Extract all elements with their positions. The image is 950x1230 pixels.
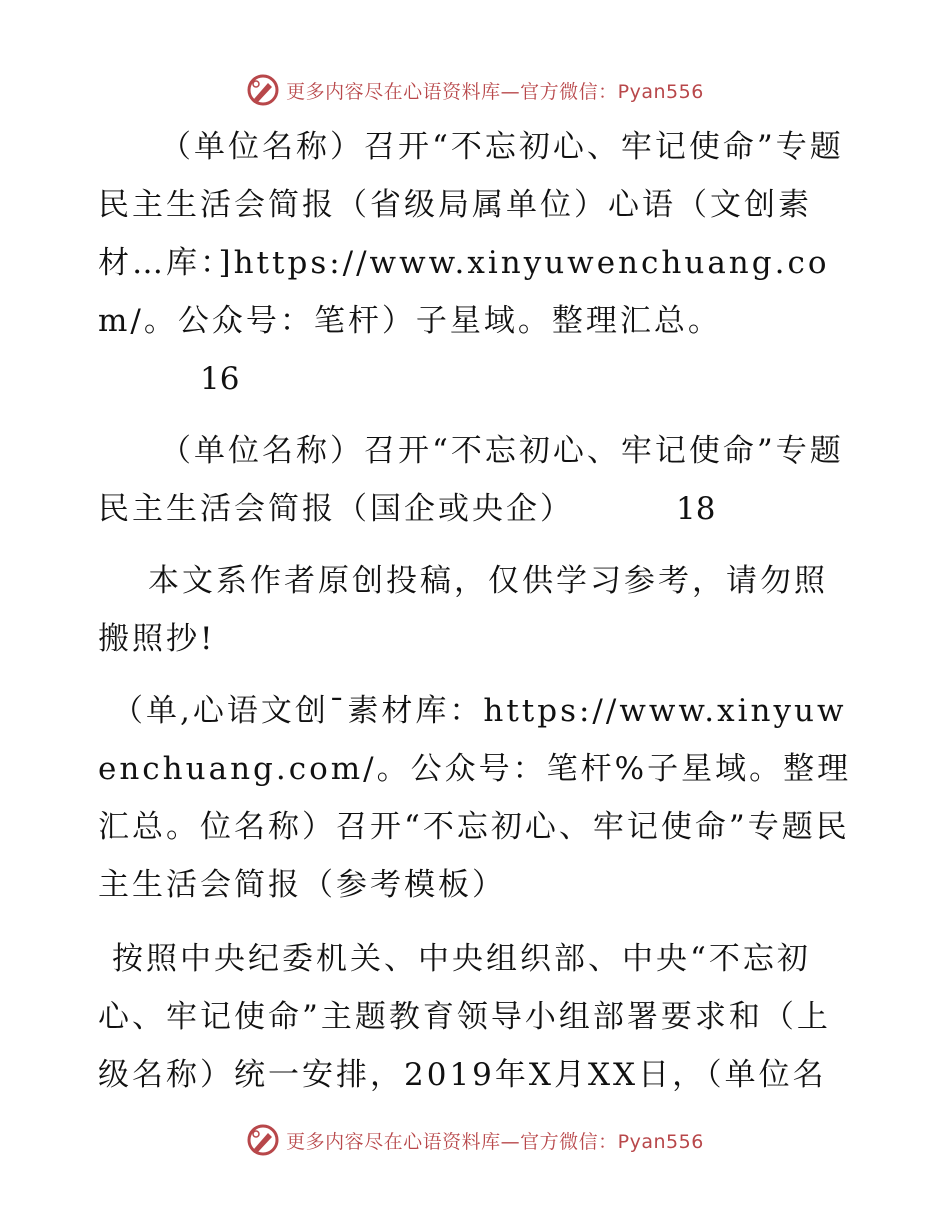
header-watermark	[0, 70, 950, 110]
document-body	[98, 118, 858, 1104]
toc-page-number: 18	[676, 491, 716, 527]
footer-watermark	[0, 1120, 950, 1160]
document-title: （单,心语文创¯素材库：https://www.xinyuwenchuang.com/。公众号：笔杆%子星域。整理汇总。位名称）召开“不忘初心、牢记使命”专题民主生活会简报（参考模板）	[98, 693, 852, 903]
pen-circle-icon	[246, 73, 280, 107]
toc-entry-text: （单位名称）召开“不忘初心、牢记使命”专题民主生活会简报（省级局属单位）心语（文创素材…库：]https://www.xinyuwenchuang.com/。公众号：笔杆）子星域。整理汇总。	[98, 129, 844, 339]
watermark-text: 更多内容尽在心语资料库—官方微信：Pyan556	[286, 1130, 704, 1153]
pen-circle-icon	[246, 1123, 280, 1157]
toc-entry-text: （单位名称）召开“不忘初心、牢记使命”专题民主生活会简报（国企或央企）	[98, 433, 844, 527]
toc-entry	[98, 422, 858, 538]
toc-page-number: 16	[200, 361, 240, 397]
body-paragraph: 按照中央纪委机关、中央组织部、中央“不忘初心、牢记使命”主题教育领导小组部署要求和（上级名称）统一安排，2019年X月XX日，（单位名	[98, 941, 831, 1093]
notice-text: 本文系作者原创投稿，仅供学习参考，请勿照搬照抄!	[98, 563, 828, 657]
toc-entry	[98, 118, 858, 408]
watermark-text: 更多内容尽在心语资料库—官方微信：Pyan556	[286, 80, 704, 103]
